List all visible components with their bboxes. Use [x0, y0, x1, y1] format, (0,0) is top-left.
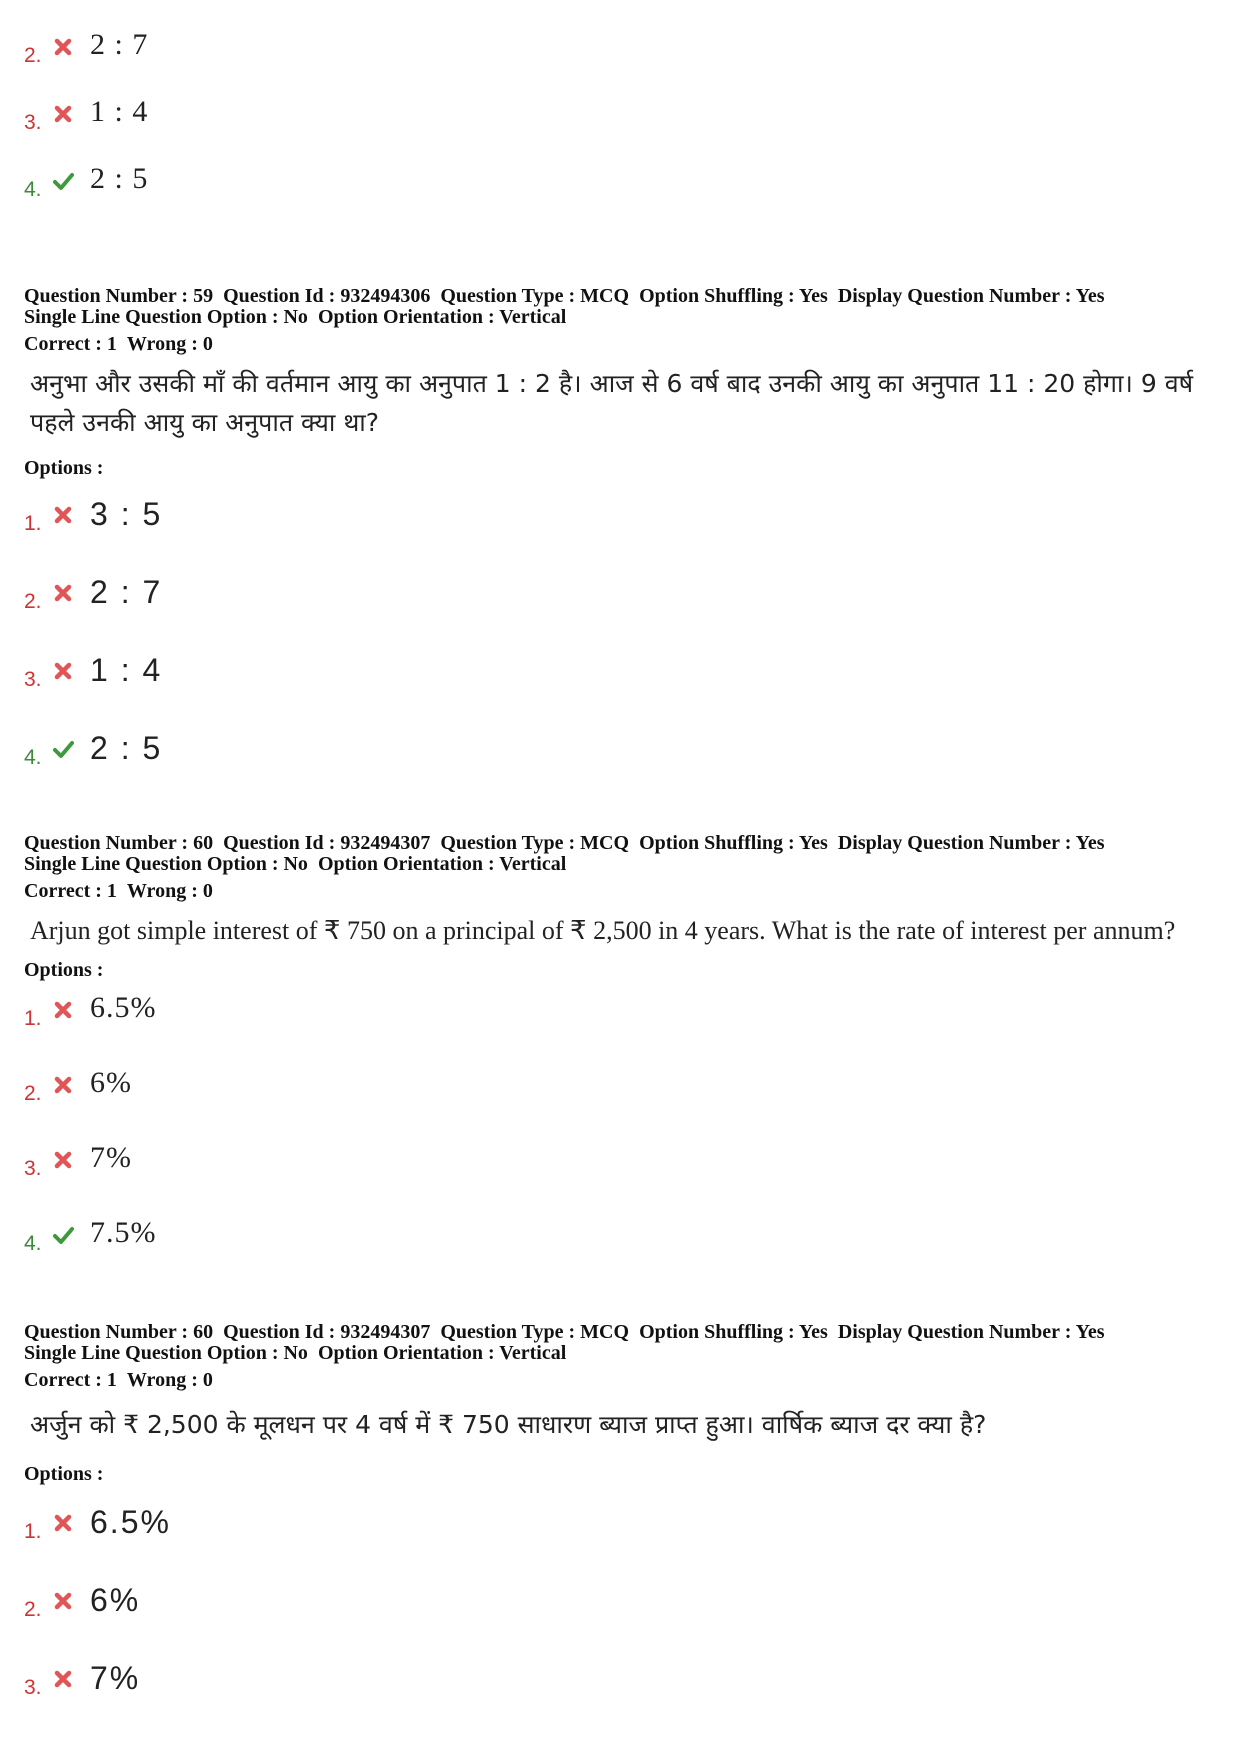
cross-icon — [52, 582, 74, 604]
correct-score: Correct : 1 — [24, 880, 117, 902]
option-value: 2 : 7 — [90, 574, 163, 610]
score-line — [24, 1369, 223, 1392]
wrong-score: Wrong : 0 — [126, 333, 213, 355]
option-number: 1. — [24, 1007, 42, 1030]
option-number: 2. — [24, 44, 42, 67]
option-number: 4. — [24, 1232, 42, 1255]
options-label: Options : — [24, 1463, 104, 1485]
option-value: 1 : 4 — [90, 652, 163, 688]
option-value: 2 : 5 — [90, 730, 163, 766]
option-value: 6% — [90, 1066, 132, 1099]
correct-score: Correct : 1 — [24, 333, 117, 355]
cross-icon — [52, 504, 74, 526]
score-line — [24, 880, 223, 903]
option-number: 1. — [24, 1520, 42, 1543]
option-value: 6% — [90, 1582, 141, 1618]
option-value: 6.5% — [90, 1504, 171, 1540]
question-text: अनुभा और उसकी माँ की वर्तमान आयु का अनुपात 1 : 2 है। आज से 6 वर्ष बाद उनकी आयु का अनुपात 11 : 20 होगा। 9 वर्ष पहले उनकी आयु का अनुपात क्या था? — [30, 369, 1194, 437]
question-meta: Question Number : 60 Question Id : 932494307 Question Type : MCQ Option Shuffling : Yes Display Question Number : Yes Single Line Question Option : No Option Orientation : Vertical — [24, 1321, 1105, 1364]
option-number: 2. — [24, 1598, 42, 1621]
option-number: 3. — [24, 1157, 42, 1180]
wrong-score: Wrong : 0 — [126, 1369, 213, 1391]
option-value: 2 : 5 — [90, 162, 149, 195]
cross-icon — [52, 1590, 74, 1612]
cross-icon — [52, 660, 74, 682]
option-number: 4. — [24, 746, 42, 769]
option-number: 1. — [24, 512, 42, 535]
option-value: 7% — [90, 1141, 132, 1174]
cross-icon — [52, 1149, 74, 1171]
cross-icon — [52, 103, 74, 125]
checkmark-icon — [52, 170, 74, 192]
option-value: 3 : 5 — [90, 496, 163, 532]
correct-score: Correct : 1 — [24, 1369, 117, 1391]
score-line — [24, 333, 223, 356]
option-number: 4. — [24, 178, 42, 201]
option-number: 3. — [24, 668, 42, 691]
question-text: अर्जुन को ₹ 2,500 के मूलधन पर 4 वर्ष में ₹ 750 साधारण ब्याज प्राप्त हुआ। वार्षिक ब्याज दर क्या है? — [30, 1410, 987, 1439]
options-label: Options : — [24, 959, 104, 981]
option-number: 2. — [24, 590, 42, 613]
option-number: 3. — [24, 111, 42, 134]
cross-icon — [52, 1512, 74, 1534]
option-value: 6.5% — [90, 991, 157, 1024]
checkmark-icon — [52, 1224, 74, 1246]
option-value: 2 : 7 — [90, 28, 149, 61]
cross-icon — [52, 999, 74, 1021]
option-value: 1 : 4 — [90, 95, 149, 128]
option-value: 7% — [90, 1660, 141, 1696]
option-number: 2. — [24, 1082, 42, 1105]
question-text: Arjun got simple interest of ₹ 750 on a principal of ₹ 2,500 in 4 years. What is the rate of interest per annum? — [30, 916, 1176, 945]
question-meta: Question Number : 59 Question Id : 932494306 Question Type : MCQ Option Shuffling : Yes Display Question Number : Yes Single Line Question Option : No Option Orientation : Vertical — [24, 285, 1105, 328]
wrong-score: Wrong : 0 — [126, 880, 213, 902]
question-meta: Question Number : 60 Question Id : 932494307 Question Type : MCQ Option Shuffling : Yes Display Question Number : Yes Single Line Question Option : No Option Orientation : Vertical — [24, 832, 1105, 875]
option-number: 3. — [24, 1676, 42, 1699]
cross-icon — [52, 36, 74, 58]
options-label: Options : — [24, 457, 104, 479]
cross-icon — [52, 1074, 74, 1096]
cross-icon — [52, 1668, 74, 1690]
checkmark-icon — [52, 738, 74, 760]
option-value: 7.5% — [90, 1216, 157, 1249]
